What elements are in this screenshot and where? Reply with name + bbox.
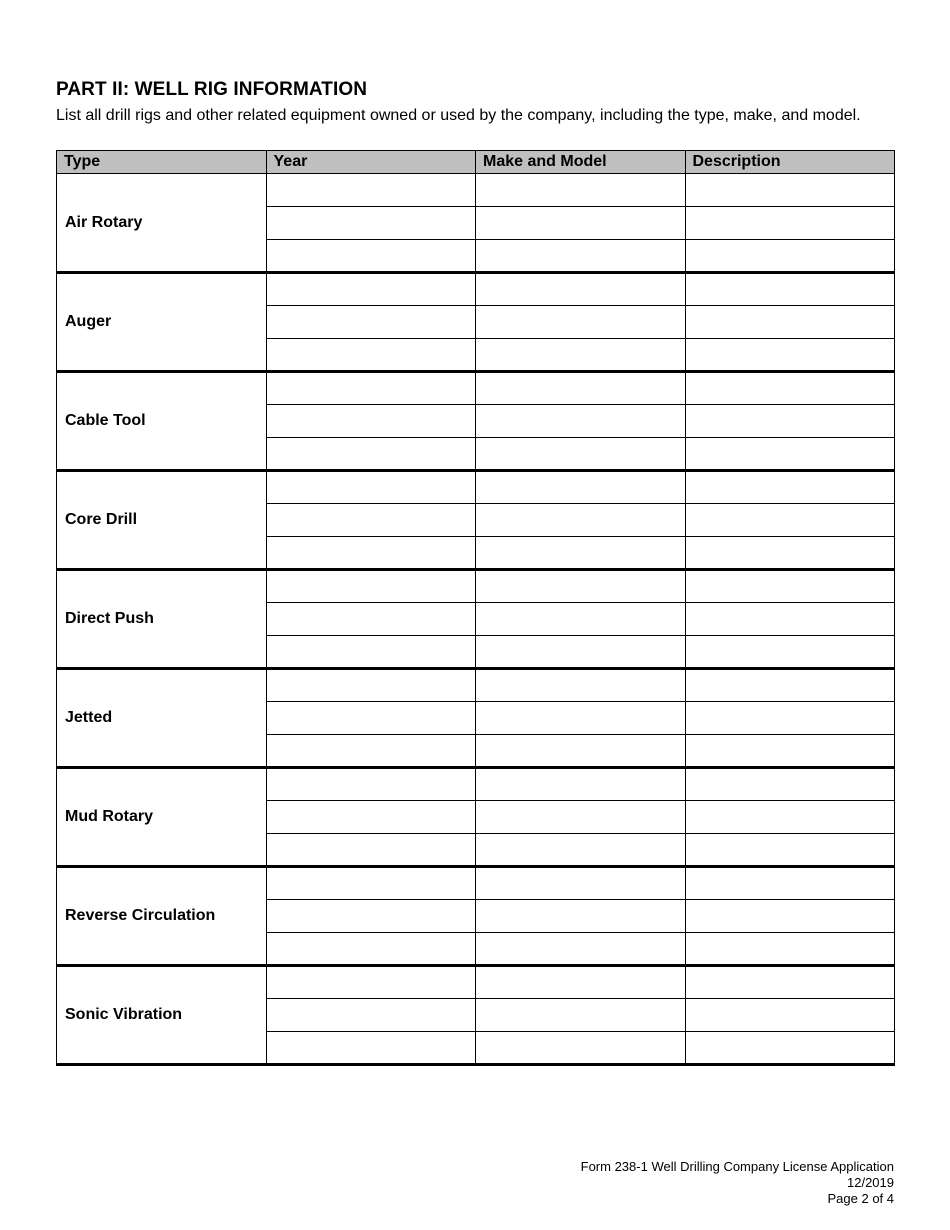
rig-type-label: Air Rotary xyxy=(57,174,267,273)
year-cell[interactable] xyxy=(266,504,476,537)
description-cell[interactable] xyxy=(685,405,895,438)
table-row xyxy=(57,570,895,603)
description-cell[interactable] xyxy=(685,636,895,669)
year-cell[interactable] xyxy=(266,174,476,207)
description-cell[interactable] xyxy=(685,1032,895,1065)
rig-type-label: Jetted xyxy=(57,669,267,768)
description-cell[interactable] xyxy=(685,801,895,834)
year-cell[interactable] xyxy=(266,900,476,933)
description-cell[interactable] xyxy=(685,999,895,1032)
make-model-cell[interactable] xyxy=(476,999,686,1032)
header-type: Type xyxy=(57,151,267,174)
rig-type-label: Reverse Circulation xyxy=(57,867,267,966)
make-model-cell[interactable] xyxy=(476,537,686,570)
page-title: PART II: WELL RIG INFORMATION xyxy=(56,79,368,100)
year-cell[interactable] xyxy=(266,537,476,570)
make-model-cell[interactable] xyxy=(476,504,686,537)
description-cell[interactable] xyxy=(685,306,895,339)
well-rig-table xyxy=(56,150,895,1066)
form-title: Form 238-1 Well Drilling Company License Application xyxy=(580,1159,894,1174)
year-cell[interactable] xyxy=(266,702,476,735)
table-row xyxy=(57,768,895,801)
make-model-cell[interactable] xyxy=(476,801,686,834)
year-cell[interactable] xyxy=(266,636,476,669)
description-cell[interactable] xyxy=(685,471,895,504)
make-model-cell[interactable] xyxy=(476,207,686,240)
year-cell[interactable] xyxy=(266,207,476,240)
description-cell[interactable] xyxy=(685,702,895,735)
description-cell[interactable] xyxy=(685,240,895,273)
year-cell[interactable] xyxy=(266,1032,476,1065)
header-make-model: Make and Model xyxy=(476,151,686,174)
year-cell[interactable] xyxy=(266,405,476,438)
make-model-cell[interactable] xyxy=(476,834,686,867)
rig-type-label: Core Drill xyxy=(57,471,267,570)
make-model-cell[interactable] xyxy=(476,273,686,306)
description-cell[interactable] xyxy=(685,900,895,933)
description-cell[interactable] xyxy=(685,504,895,537)
table-row xyxy=(57,966,895,999)
description-cell[interactable] xyxy=(685,669,895,702)
description-cell[interactable] xyxy=(685,867,895,900)
make-model-cell[interactable] xyxy=(476,933,686,966)
make-model-cell[interactable] xyxy=(476,966,686,999)
rig-type-label: Sonic Vibration xyxy=(57,966,267,1065)
year-cell[interactable] xyxy=(266,966,476,999)
year-cell[interactable] xyxy=(266,273,476,306)
description-cell[interactable] xyxy=(685,735,895,768)
description-cell[interactable] xyxy=(685,174,895,207)
header-description: Description xyxy=(685,151,895,174)
rig-type-label: Direct Push xyxy=(57,570,267,669)
description-cell[interactable] xyxy=(685,339,895,372)
description-cell[interactable] xyxy=(685,372,895,405)
make-model-cell[interactable] xyxy=(476,1032,686,1065)
description-cell[interactable] xyxy=(685,933,895,966)
page-number: Page 2 of 4 xyxy=(827,1191,894,1206)
year-cell[interactable] xyxy=(266,669,476,702)
table-body xyxy=(57,174,895,1065)
make-model-cell[interactable] xyxy=(476,471,686,504)
year-cell[interactable] xyxy=(266,933,476,966)
make-model-cell[interactable] xyxy=(476,306,686,339)
description-cell[interactable] xyxy=(685,207,895,240)
table-row xyxy=(57,273,895,306)
description-cell[interactable] xyxy=(685,537,895,570)
description-cell[interactable] xyxy=(685,834,895,867)
page-footer xyxy=(581,1159,894,1207)
year-cell[interactable] xyxy=(266,999,476,1032)
year-cell[interactable] xyxy=(266,240,476,273)
description-cell[interactable] xyxy=(685,438,895,471)
table-row xyxy=(57,471,895,504)
make-model-cell[interactable] xyxy=(476,570,686,603)
description-cell[interactable] xyxy=(685,966,895,999)
rig-type-label: Auger xyxy=(57,273,267,372)
table-header-row xyxy=(57,151,895,174)
year-cell[interactable] xyxy=(266,339,476,372)
year-cell[interactable] xyxy=(266,834,476,867)
make-model-cell[interactable] xyxy=(476,636,686,669)
make-model-cell[interactable] xyxy=(476,405,686,438)
year-cell[interactable] xyxy=(266,372,476,405)
year-cell[interactable] xyxy=(266,801,476,834)
make-model-cell[interactable] xyxy=(476,669,686,702)
description-cell[interactable] xyxy=(685,570,895,603)
make-model-cell[interactable] xyxy=(476,900,686,933)
make-model-cell[interactable] xyxy=(476,768,686,801)
make-model-cell[interactable] xyxy=(476,240,686,273)
description-cell[interactable] xyxy=(685,768,895,801)
table-row xyxy=(57,372,895,405)
make-model-cell[interactable] xyxy=(476,174,686,207)
form-date: 12/2019 xyxy=(847,1175,894,1190)
table-row xyxy=(57,867,895,900)
make-model-cell[interactable] xyxy=(476,735,686,768)
table-row xyxy=(57,174,895,207)
year-cell[interactable] xyxy=(266,570,476,603)
table-row xyxy=(57,669,895,702)
rig-type-label: Cable Tool xyxy=(57,372,267,471)
make-model-cell[interactable] xyxy=(476,702,686,735)
year-cell[interactable] xyxy=(266,867,476,900)
year-cell[interactable] xyxy=(266,306,476,339)
make-model-cell[interactable] xyxy=(476,867,686,900)
year-cell[interactable] xyxy=(266,735,476,768)
year-cell[interactable] xyxy=(266,471,476,504)
description-cell[interactable] xyxy=(685,603,895,636)
year-cell[interactable] xyxy=(266,438,476,471)
make-model-cell[interactable] xyxy=(476,372,686,405)
header-year: Year xyxy=(266,151,476,174)
year-cell[interactable] xyxy=(266,768,476,801)
make-model-cell[interactable] xyxy=(476,339,686,372)
make-model-cell[interactable] xyxy=(476,438,686,471)
instructions-text: List all drill rigs and other related equipment owned or used by the company, including the type, make, and model. xyxy=(56,107,861,124)
make-model-cell[interactable] xyxy=(476,603,686,636)
rig-type-label: Mud Rotary xyxy=(57,768,267,867)
year-cell[interactable] xyxy=(266,603,476,636)
description-cell[interactable] xyxy=(685,273,895,306)
